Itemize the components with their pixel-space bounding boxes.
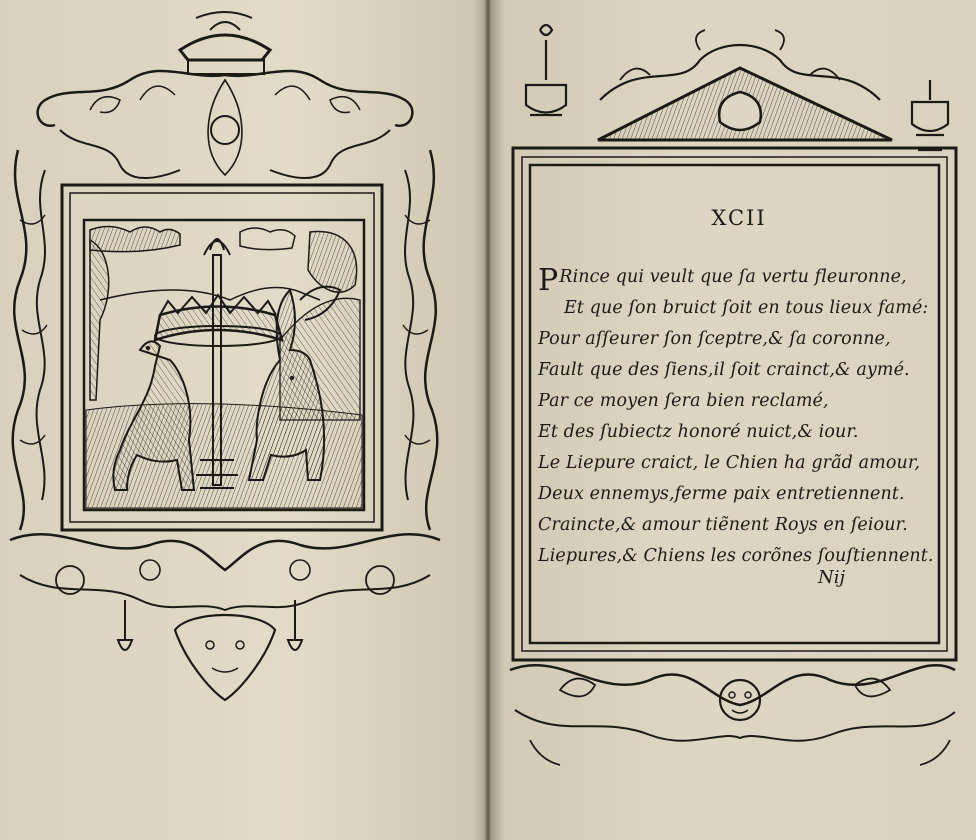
verse-line-10: Liepures,& Chiens les corõnes ſouſtiennent. — [538, 546, 934, 566]
verse-line-8: Deux ennemys,ferme paix entretiennent. — [538, 484, 905, 504]
emblem-verse — [538, 262, 938, 572]
drop-cap: P — [538, 263, 559, 298]
verse-line-7: Le Liepure craict, le Chien ha grãd amour, — [538, 453, 921, 473]
verse-line-3: Pour aſſeurer ſon ſceptre,& ſa coronne, — [538, 329, 891, 349]
verse-line-5: Par ce moyen ſera bien reclamé, — [538, 391, 829, 411]
emblem-number: XCII — [711, 206, 767, 230]
verse-line-2: Et que ſon bruict ſoit en tous lieux famé: — [564, 298, 929, 318]
left-ornamental-border — [10, 12, 440, 700]
verse-line-4: Fault que des ſiens,il ſoit crainct,& aymé. — [538, 360, 910, 380]
signature-mark: Nij — [818, 567, 846, 588]
verse-line-1: P Rince qui veult que ſa vertu fleuronne, — [538, 263, 907, 298]
verse-line-9: Craincte,& amour tiẽnent Roys en ſeiour. — [538, 515, 908, 535]
verse-line-6: Et des ſubiectz honoré nuict,& iour. — [538, 422, 859, 442]
woodcut-illustration — [84, 220, 364, 510]
